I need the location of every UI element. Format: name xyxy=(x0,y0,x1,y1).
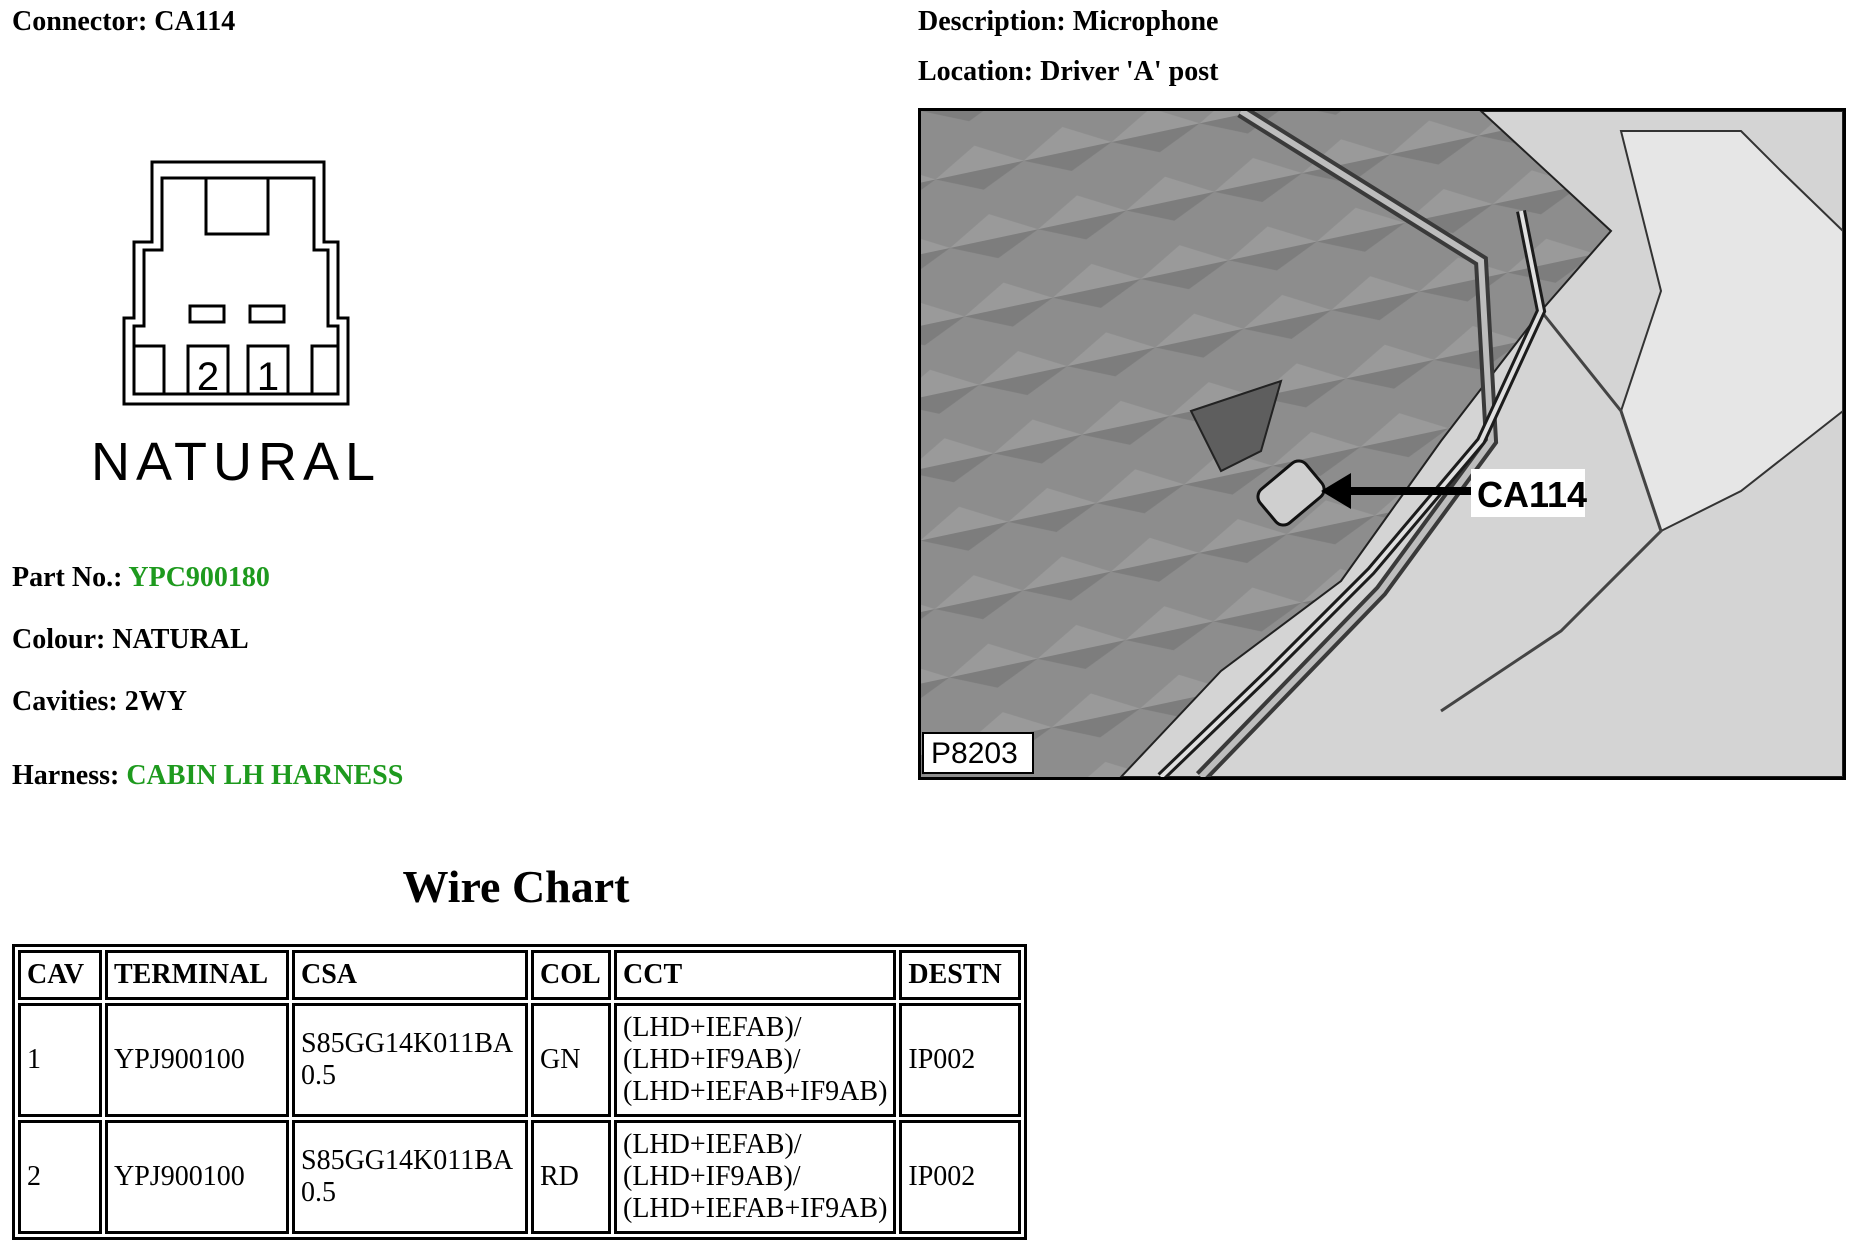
callout-label: CA114 xyxy=(1477,474,1588,515)
col-cav: CAV xyxy=(18,950,102,1000)
cell-terminal: YPJ900100 xyxy=(105,1003,289,1117)
connector-value: CA114 xyxy=(154,6,236,37)
cavities-value: 2WY xyxy=(124,686,187,717)
part-number-link[interactable]: YPC900180 xyxy=(128,562,270,593)
table-row xyxy=(18,1003,1021,1117)
description-label: Description: xyxy=(918,6,1066,37)
part-number-label: Part No.: xyxy=(12,562,123,593)
harness-field xyxy=(12,760,403,792)
location-photo xyxy=(918,108,1846,780)
part-number-field xyxy=(12,562,270,594)
connector-field xyxy=(12,6,235,38)
colour-field xyxy=(12,624,249,656)
cell-col: GN xyxy=(531,1003,611,1117)
harness-link[interactable]: CABIN LH HARNESS xyxy=(126,760,404,791)
description-field xyxy=(918,6,1218,38)
cell-destn: IP002 xyxy=(899,1120,1021,1234)
colour-label: Colour: xyxy=(12,624,106,655)
cell-cav: 2 xyxy=(18,1120,102,1234)
harness-label: Harness: xyxy=(12,760,120,791)
colour-caption: NATURAL xyxy=(90,432,382,492)
cell-csa: S85GG14K011BA 0.5 xyxy=(292,1120,528,1234)
location-label: Location: xyxy=(918,56,1034,87)
cavities-label: Cavities: xyxy=(12,686,118,717)
cavities-field xyxy=(12,686,187,718)
cell-csa: S85GG14K011BA 0.5 xyxy=(292,1003,528,1117)
pin-2-label: 2 xyxy=(196,355,220,399)
photo-ref: P8203 xyxy=(931,737,1018,770)
cavity-2-slot xyxy=(190,306,224,322)
cell-destn: IP002 xyxy=(899,1003,1021,1117)
location-field xyxy=(918,56,1218,88)
col-destn: DESTN xyxy=(899,950,1021,1000)
colour-value: NATURAL xyxy=(112,624,249,655)
connector-label: Connector: xyxy=(12,6,148,37)
cell-terminal: YPJ900100 xyxy=(105,1120,289,1234)
pin-1-label: 1 xyxy=(256,355,280,399)
table-row xyxy=(18,1120,1021,1234)
left-rib xyxy=(134,346,164,394)
location-illustration xyxy=(921,111,1843,777)
cell-col: RD xyxy=(531,1120,611,1234)
connector-latch xyxy=(206,178,268,234)
wire-chart-title: Wire Chart xyxy=(402,861,630,912)
wire-chart-table xyxy=(12,944,1027,1240)
description-value: Microphone xyxy=(1072,6,1219,37)
cell-cav: 1 xyxy=(18,1003,102,1117)
col-csa: CSA xyxy=(292,950,528,1000)
col-col: COL xyxy=(531,950,611,1000)
location-value: Driver 'A' post xyxy=(1040,56,1219,87)
cell-cct: (LHD+IEFAB)/ (LHD+IF9AB)/ (LHD+IEFAB+IF9AB) xyxy=(614,1003,896,1117)
connector-face-diagram xyxy=(80,150,410,500)
right-rib xyxy=(312,346,338,394)
col-terminal: TERMINAL xyxy=(105,950,289,1000)
wire-chart-header-row xyxy=(18,950,1021,1000)
cavity-1-slot xyxy=(250,306,284,322)
col-cct: CCT xyxy=(614,950,896,1000)
cell-cct: (LHD+IEFAB)/ (LHD+IF9AB)/ (LHD+IEFAB+IF9AB) xyxy=(614,1120,896,1234)
